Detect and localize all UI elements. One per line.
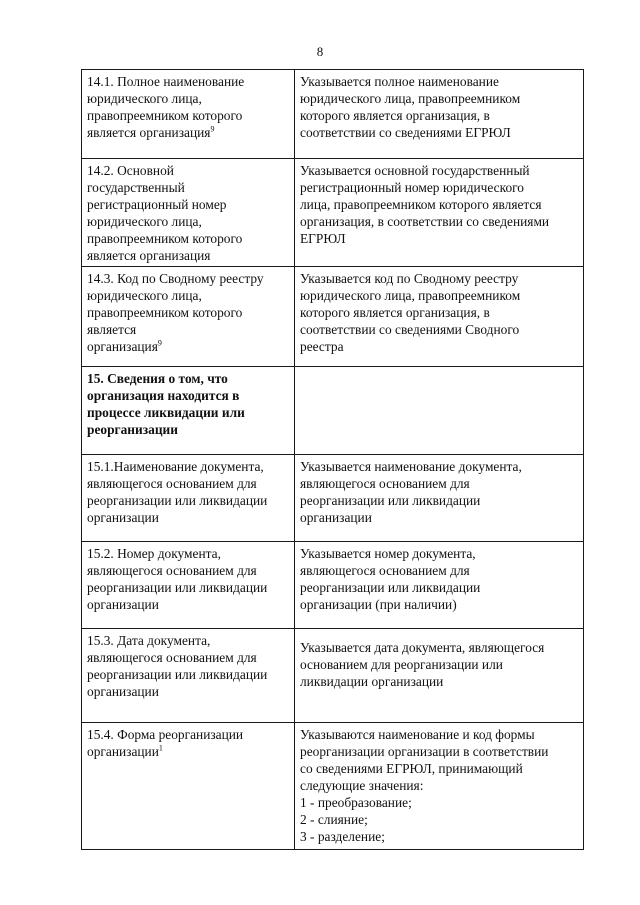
field-description-cell: [295, 723, 584, 850]
field-description-cell: [295, 159, 584, 267]
field-name-cell: [82, 629, 295, 723]
table-row: [82, 159, 584, 267]
table-row: [82, 70, 584, 159]
field-description-text: Указывается наименование документа, являющегося основанием для реорганизации или ликвидации организации: [300, 459, 522, 525]
field-description-text: Указывается код по Сводному реестру юридического лица, правопреемником которого является организация, в соответствии со сведениями Сводного реестра: [300, 271, 521, 354]
field-name-text: 14.3. Код по Сводному реестру юридического лица, правопреемником которого является организация$^9$: [87, 271, 264, 354]
section-title-cell: [82, 367, 295, 455]
footnote-marker: 9: [157, 338, 162, 348]
table-row: [82, 542, 584, 629]
field-name-text: 15.1.Наименование документа, являющегося основанием для реорганизации или ликвидации организации: [87, 459, 268, 525]
field-description-cell: [295, 267, 584, 367]
section-header-row: [82, 367, 584, 455]
section-title-text: 15. Сведения о том, что организация находится в процессе ликвидации или реорганизации: [87, 371, 245, 437]
field-name-text: 14.1. Полное наименование юридического лица, правопреемником которого является организация$^9$: [87, 74, 245, 140]
field-description-text: Указываются наименование и код формы реорганизации организации в соответствии со сведениями ЕГРЮЛ, принимающий следующие значения: 1 - преобразование; 2 - слияние; 3 - разделение;: [300, 727, 549, 844]
field-description-cell: [295, 455, 584, 542]
field-name-cell: [82, 159, 295, 267]
empty-cell: [295, 367, 584, 455]
field-name-text: 15.4. Форма реорганизации организации$^1$: [87, 727, 244, 759]
field-description-text: Указывается основной государственный регистрационный номер юридического лица, правопреемником которого является организация, в соответствии со сведениями ЕГРЮЛ: [300, 163, 550, 246]
field-name-text: 14.2. Основной государственный регистрационный номер юридического лица, правопреемником которого является организация: [87, 163, 243, 263]
field-description-cell: [295, 542, 584, 629]
table-row: [82, 267, 584, 367]
field-name-cell: [82, 267, 295, 367]
requisites-table: [81, 69, 584, 850]
table-row: [82, 455, 584, 542]
page-number: 8: [316, 44, 324, 59]
field-description-text: Указывается номер документа, являющегося основанием для реорганизации или ликвидации организации (при наличии): [300, 546, 481, 612]
table-row: [82, 723, 584, 850]
field-description-cell: [295, 629, 584, 723]
field-description-cell: [295, 70, 584, 159]
footnote-marker: 9: [210, 124, 215, 134]
field-name-cell: [82, 70, 295, 159]
table-row: [82, 629, 584, 723]
field-name-cell: [82, 455, 295, 542]
field-description-text: Указывается дата документа, являющегося основанием для реорганизации или ликвидации организации: [300, 640, 545, 689]
field-name-text: 15.3. Дата документа, являющегося основанием для реорганизации или ликвидации организации: [87, 633, 268, 699]
footnote-marker: 1: [158, 743, 163, 753]
field-name-cell: [82, 542, 295, 629]
field-description-text: Указывается полное наименование юридического лица, правопреемником которого является организация, в соответствии со сведениями ЕГРЮЛ: [300, 74, 521, 140]
field-name-text: 15.2. Номер документа, являющегося основанием для реорганизации или ликвидации организации: [87, 546, 268, 612]
field-name-cell: [82, 723, 295, 850]
